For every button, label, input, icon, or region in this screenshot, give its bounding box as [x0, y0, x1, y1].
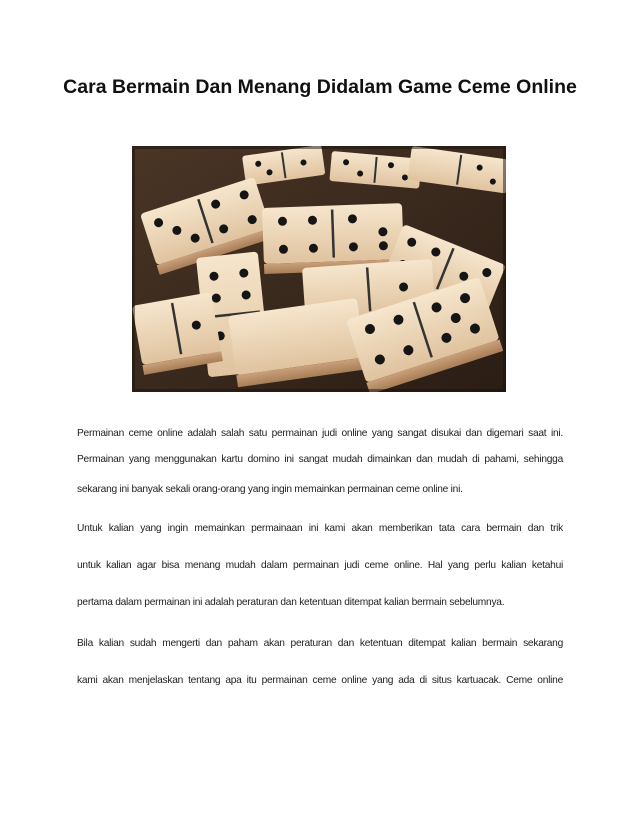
paragraph-line: pertama dalam permainan ini adalah peraturan dan ketentuan ditempat kalian bermain sebelumnya.	[77, 597, 505, 608]
paragraph-line: Bila kalian sudah mengerti dan paham akan peraturan dan ketentuan ditempat kalian bermain sekarang	[77, 638, 563, 649]
page-title: Cara Bermain Dan Menang Didalam Game Ceme Online	[63, 76, 577, 98]
paragraph-line: Permainan ceme online adalah salah satu permainan judi online yang sangat disukai dan digemari saat ini.	[77, 428, 563, 439]
paragraph-line: Untuk kalian yang ingin memainkan permainaan ini kami akan memberikan tata cara bermain dan trik	[77, 523, 563, 534]
dominoes-photo	[132, 146, 506, 392]
paragraph-line: sekarang ini banyak sekali orang-orang yang ingin memainkan permainan ceme online ini.	[77, 484, 463, 495]
paragraph-line: Permainan yang menggunakan kartu domino ini sangat mudah dimainkan dan mudah di pahami, sehingga	[77, 454, 563, 465]
dominoes-illustration	[132, 146, 506, 392]
paragraph-line: kami akan menjelaskan tentang apa itu permainan ceme online yang ada di situs kartuacak. Ceme online	[77, 675, 563, 686]
paragraph-line: untuk kalian agar bisa menang mudah dalam permainan judi ceme online. Hal yang perlu kalian ketahui	[77, 560, 563, 571]
